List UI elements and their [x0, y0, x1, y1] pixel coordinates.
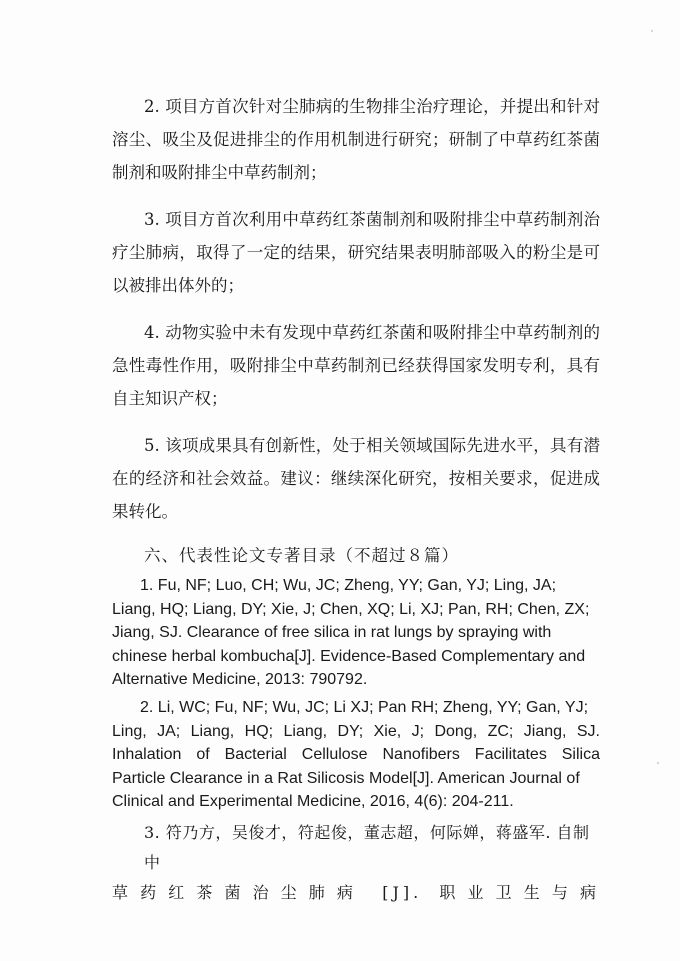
- scan-speck: [657, 762, 659, 764]
- reference-2-line-4: Particle Clearance in a Rat Silicosis Model[J]. American Journal of: [112, 769, 580, 787]
- section-heading: 六、代表性论文专著目录（不超过８篇）: [144, 546, 459, 565]
- reference-3-line-1: 3. 符乃方，吴俊才，符起俊，董志超，何际婵，蒋盛军. 自制中: [144, 823, 590, 872]
- reference-1-line-2: Liang, HQ; Liang, DY; Xie, J; Chen, XQ; Li, XJ; Pan, RH; Chen, ZX;: [112, 600, 590, 618]
- reference-2: [112, 696, 600, 814]
- item-4-text: 4. 动物实验中未有发现中草药红茶菌和吸附排尘中草药制剂的急性毒性作用，吸附排尘中草药制剂已经获得国家发明专利，具有自主知识产权；: [112, 323, 600, 408]
- reference-2-line-3: Inhalation of Bacterial Cellulose Nanofibers Facilitates Silica: [112, 746, 600, 763]
- item-3-text: 3. 项目方首次利用中草药红茶菌制剂和吸附排尘中草药制剂治疗尘肺病，取得了一定的结果，研究结果表明肺部吸入的粉尘是可以被排出体外的；: [112, 210, 600, 295]
- reference-2-line-5: Clinical and Experimental Medicine, 2016, 4(6): 204-211.: [112, 793, 514, 810]
- reference-1-line-3: Jiang, SJ. Clearance of free silica in rat lungs by spraying with: [112, 624, 552, 641]
- item-2-paragraph: [112, 90, 600, 189]
- reference-1: [112, 574, 600, 692]
- reference-3-line-2: 草药红茶菌治尘肺病 [J]. 职业卫生与病: [112, 883, 600, 902]
- reference-3: [112, 818, 600, 908]
- scan-speck: [651, 30, 653, 32]
- reference-1-line-5: Alternative Medicine, 2013: 790792.: [112, 671, 368, 688]
- item-4-paragraph: [112, 316, 600, 415]
- reference-2-line-1: 2. Li, WC; Fu, NF; Wu, JC; Li XJ; Pan RH; Zheng, YY; Gan, YJ;: [140, 699, 589, 716]
- item-3-paragraph: [112, 203, 600, 302]
- reference-1-line-4: chinese herbal kombucha[J]. Evidence-Based Complementary and: [112, 647, 586, 665]
- item-2-text: 2. 项目方首次针对尘肺病的生物排尘治疗理论，并提出和针对溶尘、吸尘及促进排尘的作用机制进行研究；研制了中草药红茶菌制剂和吸附排尘中草药制剂；: [112, 97, 600, 182]
- item-5-paragraph: [112, 429, 600, 528]
- item-5-text: 5. 该项成果具有创新性，处于相关领域国际先进水平，具有潜在的经济和社会效益。建议：继续深化研究，按相关要求，促进成果转化。: [112, 436, 600, 521]
- reference-2-line-2: Ling, JA; Liang, HQ; Liang, DY; Xie, J; Dong, ZC; Jiang, SJ.: [112, 722, 600, 740]
- reference-1-line-1: 1. Fu, NF; Luo, CH; Wu, JC; Zheng, YY; Gan, YJ; Ling, JA;: [140, 577, 557, 594]
